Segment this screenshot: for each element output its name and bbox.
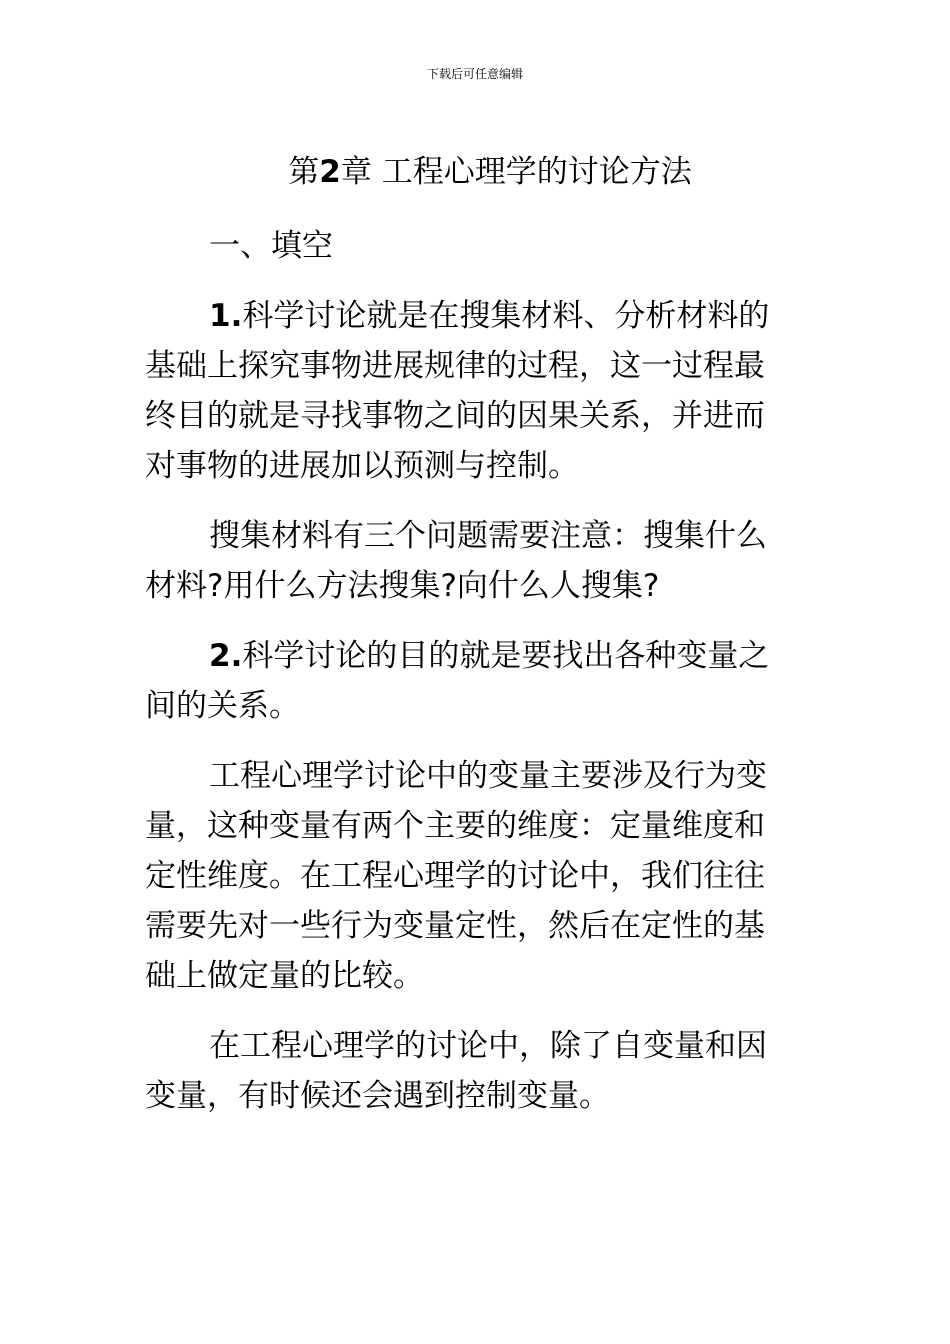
page-title: [145, 150, 835, 194]
title-chapter-number: 2: [319, 154, 341, 190]
paragraph-text: 科学讨论就是在搜集材料、分析材料的基础上探究事物进展规律的过程，这一过程最终目的就是寻找事物之间的因果关系，并进而对事物的进展加以预测与控制。: [145, 298, 770, 484]
paragraph-2: [145, 511, 790, 611]
paragraph-text: 在工程心理学的讨论中，除了自变量和因变量，有时候还会遇到控制变量。: [145, 1028, 767, 1114]
paragraph-text: 搜集材料有三个问题需要注意：搜集什么材料?用什么方法搜集?向什么人搜集?: [145, 518, 767, 604]
header-note: 下载后可任意编辑: [426, 67, 523, 81]
document-body: [145, 221, 790, 1141]
paragraph-text: 科学讨论的目的就是要找出各种变量之间的关系。: [145, 638, 770, 724]
section-heading: 一、填空: [209, 228, 333, 264]
title-prefix: 第: [288, 154, 320, 190]
paragraph-3: [145, 631, 790, 731]
paragraph-text: 工程心理学讨论中的变量主要涉及行为变量，这种变量有两个主要的维度：定量维度和定性维度。在工程心理学的讨论中，我们往往需要先对一些行为变量定性，然后在定性的基础上做定量的比较。: [145, 758, 767, 994]
paragraph-number: 1.: [209, 298, 243, 334]
paragraph-5: [145, 1021, 790, 1121]
paragraph-1: [145, 291, 790, 491]
title-suffix: 章 工程心理学的讨论方法: [340, 154, 692, 190]
paragraph-number: 2.: [209, 638, 243, 674]
paragraph-4: [145, 751, 790, 1001]
